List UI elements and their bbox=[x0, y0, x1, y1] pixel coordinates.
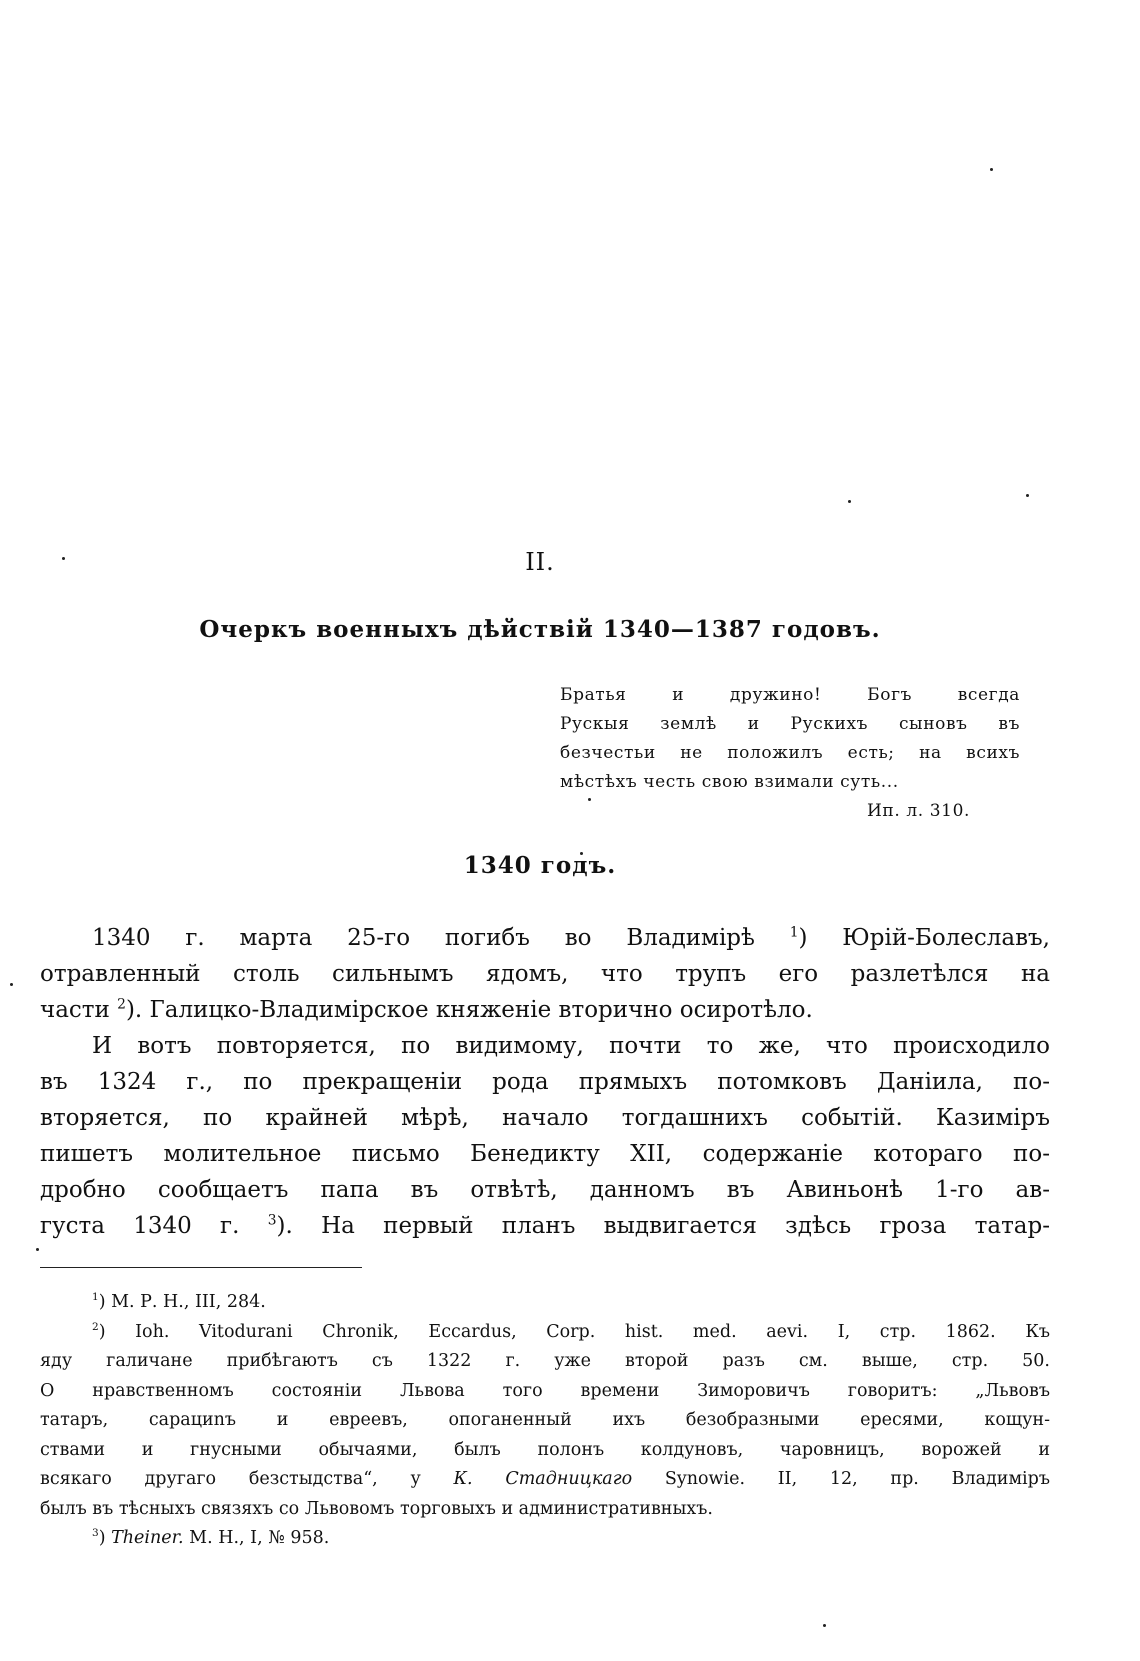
scan-speck bbox=[36, 1248, 39, 1251]
footnote-ref: 1 bbox=[789, 924, 799, 941]
scan-speck bbox=[848, 500, 851, 503]
footnote-line: всякаго другаго безстыдства“, у К. Стадницкаго Synowie. II, 12, пр. Владиміръ bbox=[40, 1469, 1050, 1489]
epigraph-line: Братья и дружино! Богъ всегда bbox=[560, 685, 1020, 705]
scan-speck bbox=[10, 983, 13, 986]
footnote-line: былъ въ тѣсныхъ связяхъ со Львовомъ торговыхъ и административныхъ. bbox=[40, 1498, 713, 1519]
footnote-3: $^3$) Theiner. М. Н., I, № 958. bbox=[92, 1527, 330, 1548]
footnote-ref: 2 bbox=[117, 996, 126, 1013]
body-line: отравленный столь сильнымъ ядомъ, что трупъ его разлетѣлся на bbox=[40, 961, 1050, 987]
body-line: 1340 г. марта 25-го погибъ во Владимірѣ $^1$) Юрій-Болеславъ, bbox=[92, 924, 1050, 951]
footnote-line: яду галичане прибѣгаютъ съ 1322 г. уже второй разъ см. выше, стр. 50. bbox=[40, 1351, 1050, 1371]
epigraph-line: безчестьи не положилъ есть; на всихъ bbox=[560, 743, 1020, 763]
body-line: въ 1324 г., по прекращеніи рода прямыхъ потомковъ Даніила, по- bbox=[40, 1069, 1050, 1095]
scan-speck bbox=[990, 168, 993, 171]
footnote-2: $^2$) Ioh. Vitodurani Chronik, Eccardus, Corp. hist. med. aevi. I, стр. 1862. Къ bbox=[92, 1320, 1050, 1342]
footnote-line: татаръ, сарациnъ и евреевъ, опоганенный ихъ безобразными ересями, кощун- bbox=[40, 1410, 1050, 1430]
chapter-number: II. bbox=[525, 548, 555, 576]
epigraph bbox=[560, 681, 1020, 826]
body-line: густа 1340 г. $^3$). На первый планъ выдвигается здѣсь гроза татар- bbox=[40, 1212, 1050, 1239]
epigraph-source: Ип. л. 310. bbox=[866, 801, 970, 821]
footnote-ref: 3 bbox=[267, 1212, 277, 1229]
footnote-line: ствами и гнусными обычаями, былъ полонъ колдуновъ, чаровницъ, ворожей и bbox=[40, 1439, 1050, 1460]
body-line: дробно сообщаетъ папа въ отвѣтѣ, данномъ въ Авиньонѣ 1-го ав- bbox=[40, 1177, 1050, 1203]
chapter-title: Очеркъ военныхъ дѣйствій 1340—1387 годовъ. bbox=[199, 616, 881, 643]
footnote-line: О нравственномъ состояніи Львова того времени Зиморовичъ говоритъ: „Львовъ bbox=[40, 1380, 1050, 1401]
scan-speck bbox=[823, 1624, 826, 1627]
body-line: вторяется, по крайней мѣрѣ, начало тогдашнихъ событій. Казиміръ bbox=[40, 1105, 1050, 1131]
footnote-1: $^1$) М. Р. Н., III, 284. bbox=[92, 1291, 266, 1312]
body-line: И вотъ повторяется, по видимому, почти то же, что происходило bbox=[92, 1033, 1050, 1059]
body-line: пишетъ молительное письмо Бенедикту XII, содержаніе котораго по- bbox=[40, 1141, 1050, 1167]
body-text bbox=[40, 920, 1050, 1244]
scan-speck bbox=[1026, 494, 1029, 497]
footnote-divider bbox=[40, 1267, 362, 1268]
epigraph-line: Рускыя землѣ и Рускихъ сыновъ въ bbox=[560, 714, 1020, 734]
footnotes bbox=[40, 1288, 1050, 1554]
body-line: части $^2$). Галицко-Владимірское княженіе вторично осиротѣло. bbox=[40, 996, 813, 1023]
section-heading: 1340 годъ. bbox=[463, 852, 617, 879]
epigraph-line: мѣстѣхъ честь свою взимали суть... bbox=[560, 772, 899, 792]
